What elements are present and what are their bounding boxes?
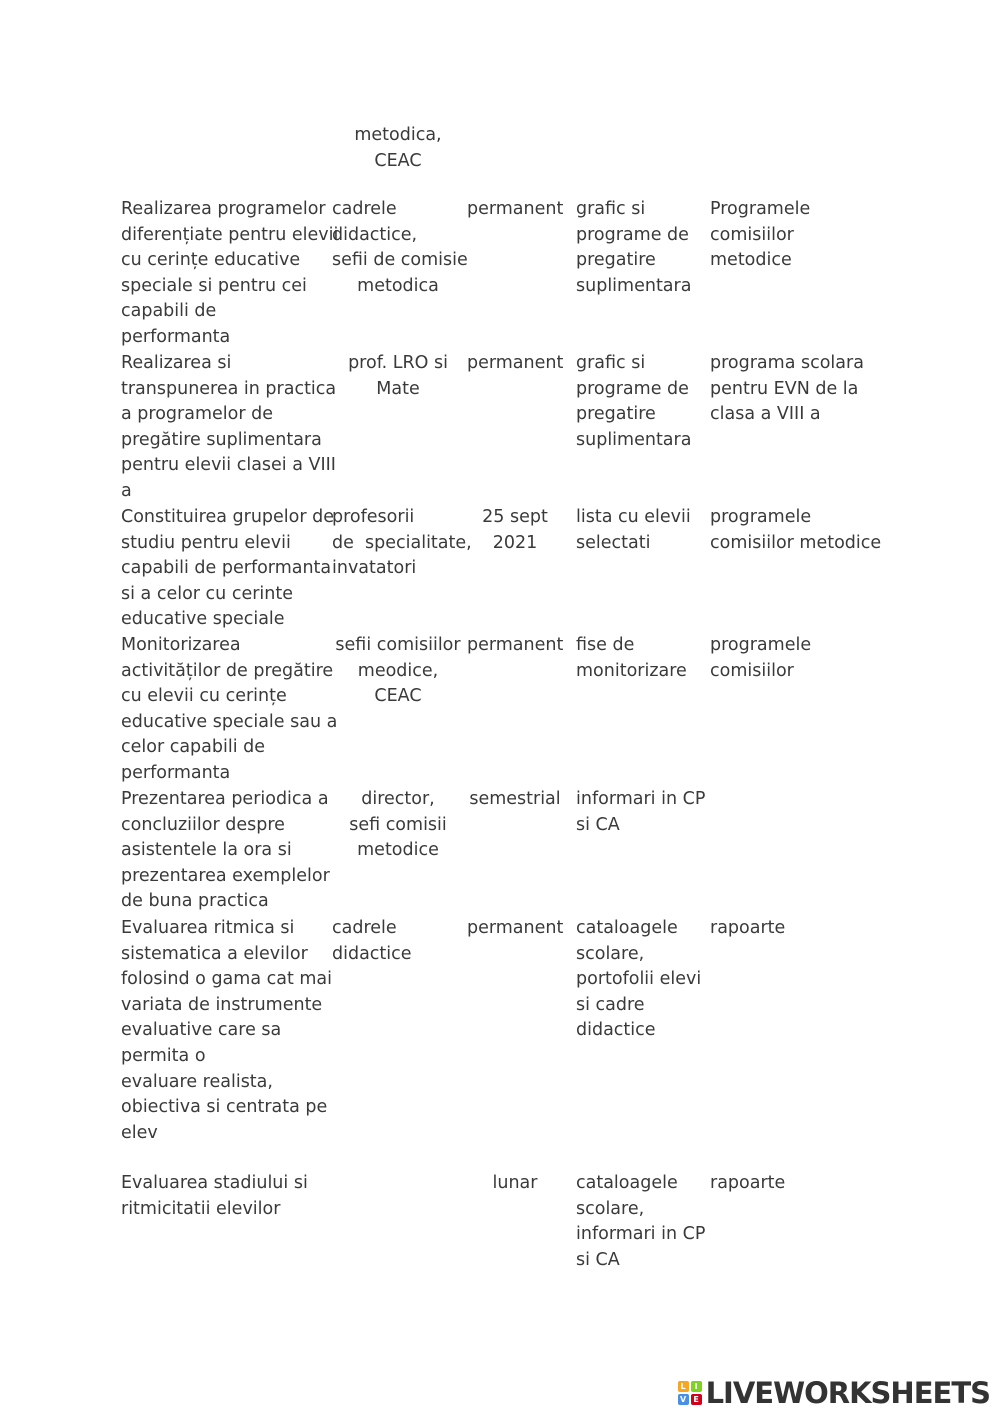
text-line: meodice,: [357, 660, 439, 681]
text-line: elev: [121, 1122, 158, 1143]
text-line: variata de instrumente: [121, 994, 323, 1015]
text-line: Evaluarea ritmica si: [121, 918, 295, 938]
text-line: prof. LRO si: [348, 353, 448, 373]
text-line: monitorizare: [576, 660, 687, 681]
text-line: ritmicitatii elevilor: [121, 1198, 281, 1219]
row-3-termen: [467, 633, 563, 659]
text-line: Realizarea programelor: [121, 199, 326, 219]
row-4-termen: [467, 787, 563, 813]
text-line: grafic si: [576, 199, 646, 219]
text-line: programele: [710, 507, 812, 527]
text-line: suplimentara: [576, 275, 692, 296]
text-line: 25 sept: [482, 507, 548, 527]
row-1-documente: [710, 351, 920, 428]
text-line: Monitorizarea: [121, 635, 241, 655]
text-line: sefii comisiilor: [335, 635, 461, 655]
top-fragment-responsabil: [332, 123, 464, 174]
text-line: activităților de pregătire: [121, 660, 334, 681]
text-line: lista cu elevii: [576, 507, 691, 527]
text-line: comisiilor: [710, 224, 794, 245]
text-line: programe de: [576, 378, 689, 399]
text-line: permita o: [121, 1045, 206, 1066]
text-line: Programele: [710, 199, 811, 219]
text-line: de specialitate,: [332, 532, 472, 553]
text-line: si cadre: [576, 994, 645, 1015]
row-2-activitate: [121, 505, 335, 633]
text-line: speciale si pentru cei: [121, 275, 307, 296]
row-3-indicatori: [576, 633, 706, 684]
row-0-documente: [710, 197, 920, 274]
text-line: didactice: [576, 1020, 656, 1041]
text-line: scolare,: [576, 943, 645, 964]
text-line: pregatire: [576, 250, 656, 271]
text-line: Prezentarea periodica a: [121, 789, 329, 809]
text-line: si a celor cu cerinte: [121, 583, 293, 604]
text-line: comisiilor metodice: [710, 532, 882, 553]
text-line: profesorii: [332, 507, 415, 527]
text-line: cadrele: [332, 918, 397, 938]
row-1-indicatori: [576, 351, 706, 453]
text-line: rapoarte: [710, 918, 786, 938]
row-5-responsabil: [332, 916, 464, 967]
text-line: metodice: [710, 250, 792, 271]
row-6-termen: [467, 1171, 563, 1197]
liveworksheets-logo-icon: [678, 1381, 702, 1405]
text-line: evaluare realista,: [121, 1071, 273, 1092]
row-1-activitate: [121, 351, 337, 505]
text-line: sefi comisii: [349, 814, 447, 835]
text-line: performanta: [121, 326, 231, 347]
row-6-indicatori: [576, 1171, 706, 1273]
text-line: capabili de: [121, 301, 217, 322]
text-line: Constituirea grupelor de: [121, 507, 335, 527]
text-line: pentru elevii clasei a VIII: [121, 455, 336, 476]
text-line: cu cerințe educative: [121, 250, 301, 271]
text-line: semestrial: [469, 789, 561, 809]
text-line: diferențiate pentru elevii: [121, 224, 339, 245]
row-3-responsabil: [332, 633, 464, 710]
text-line: concluziilor despre: [121, 814, 285, 835]
text-line: Evaluarea stadiului si: [121, 1173, 308, 1193]
text-line: programele: [710, 635, 812, 655]
row-0-activitate: [121, 197, 339, 351]
text-line: a: [121, 480, 132, 501]
row-0-termen: [467, 197, 563, 223]
text-line: obiectiva si centrata pe: [121, 1097, 328, 1118]
text-line: 2021: [492, 532, 538, 553]
text-line: portofolii elevi: [576, 969, 702, 990]
text-line: evaluative care sa: [121, 1020, 282, 1041]
text-line: suplimentara: [576, 429, 692, 450]
row-4-indicatori: [576, 787, 706, 838]
row-2-documente: [710, 505, 920, 556]
row-0-indicatori: [576, 197, 706, 299]
text-line: sefii de comisie: [332, 250, 468, 271]
text-line: CEAC: [374, 686, 422, 707]
text-line: didactice: [332, 943, 412, 964]
row-5-documente: [710, 916, 920, 942]
text-line: celor capabili de: [121, 737, 266, 758]
text-line: grafic si: [576, 353, 646, 373]
text-line: rapoarte: [710, 1173, 786, 1193]
row-1-termen: [467, 351, 563, 377]
text-line: sistematica a elevilor: [121, 943, 308, 964]
text-line: permanent: [467, 353, 564, 373]
row-2-termen: [467, 505, 563, 556]
text-line: programa scolara: [710, 353, 864, 373]
text-line: metodica,: [354, 125, 442, 145]
row-5-indicatori: [576, 916, 706, 1044]
row-3-documente: [710, 633, 920, 684]
text-line: selectati: [576, 532, 651, 553]
text-line: informari in CP: [576, 789, 706, 809]
row-1-responsabil: [332, 351, 464, 402]
text-line: educative speciale sau a: [121, 711, 338, 732]
logo-letter: I: [691, 1381, 702, 1392]
text-line: programe de: [576, 224, 689, 245]
row-2-indicatori: [576, 505, 706, 556]
row-0-responsabil: [332, 197, 468, 299]
row-5-activitate: [121, 916, 331, 1146]
text-line: pentru EVN de la: [710, 378, 859, 399]
text-line: permanent: [467, 635, 564, 655]
text-line: prezentarea exemplelor: [121, 865, 330, 886]
text-line: si CA: [576, 1249, 620, 1270]
text-line: capabili de performanta: [121, 558, 332, 579]
row-4-responsabil: [332, 787, 464, 864]
text-line: comisiilor: [710, 660, 794, 681]
logo-letter: L: [678, 1381, 689, 1392]
row-6-documente: [710, 1171, 920, 1197]
row-2-responsabil: [332, 505, 472, 582]
text-line: CEAC: [374, 150, 422, 171]
text-line: informari in CP: [576, 1224, 706, 1245]
text-line: pregătire suplimentara: [121, 429, 322, 450]
text-line: director,: [361, 789, 435, 809]
text-line: metodice: [357, 840, 439, 861]
text-line: scolare,: [576, 1198, 645, 1219]
text-line: cu elevii cu cerințe: [121, 686, 287, 707]
row-4-activitate: [121, 787, 331, 915]
text-line: studiu pentru elevii: [121, 532, 291, 553]
text-line: cataloagele: [576, 1173, 678, 1193]
text-line: folosind o gama cat mai: [121, 969, 333, 990]
liveworksheets-logo[interactable]: [678, 1376, 990, 1410]
logo-letter: V: [678, 1394, 689, 1405]
text-line: permanent: [467, 918, 564, 938]
text-line: lunar: [492, 1173, 538, 1193]
text-line: permanent: [467, 199, 564, 219]
text-line: Mate: [376, 378, 420, 399]
row-3-activitate: [121, 633, 338, 787]
text-line: a programelor de: [121, 404, 273, 425]
logo-text: LIVEWORKSHEETS: [705, 1376, 990, 1410]
text-line: fise de: [576, 635, 635, 655]
logo-letter: E: [691, 1394, 702, 1405]
row-6-activitate: [121, 1171, 331, 1222]
text-line: educative speciale: [121, 609, 285, 630]
text-line: metodica: [357, 275, 439, 296]
text-line: cataloagele: [576, 918, 678, 938]
text-line: de buna practica: [121, 891, 269, 912]
text-line: si CA: [576, 814, 620, 835]
text-line: invatatori: [332, 558, 417, 579]
text-line: performanta: [121, 762, 231, 783]
text-line: clasa a VIII a: [710, 404, 821, 425]
text-line: cadrele: [332, 199, 397, 219]
row-5-termen: [467, 916, 563, 942]
text-line: Realizarea si: [121, 353, 232, 373]
text-line: asistentele la ora si: [121, 840, 292, 861]
text-line: pregatire: [576, 404, 656, 425]
text-line: didactice,: [332, 224, 418, 245]
text-line: transpunerea in practica: [121, 378, 337, 399]
